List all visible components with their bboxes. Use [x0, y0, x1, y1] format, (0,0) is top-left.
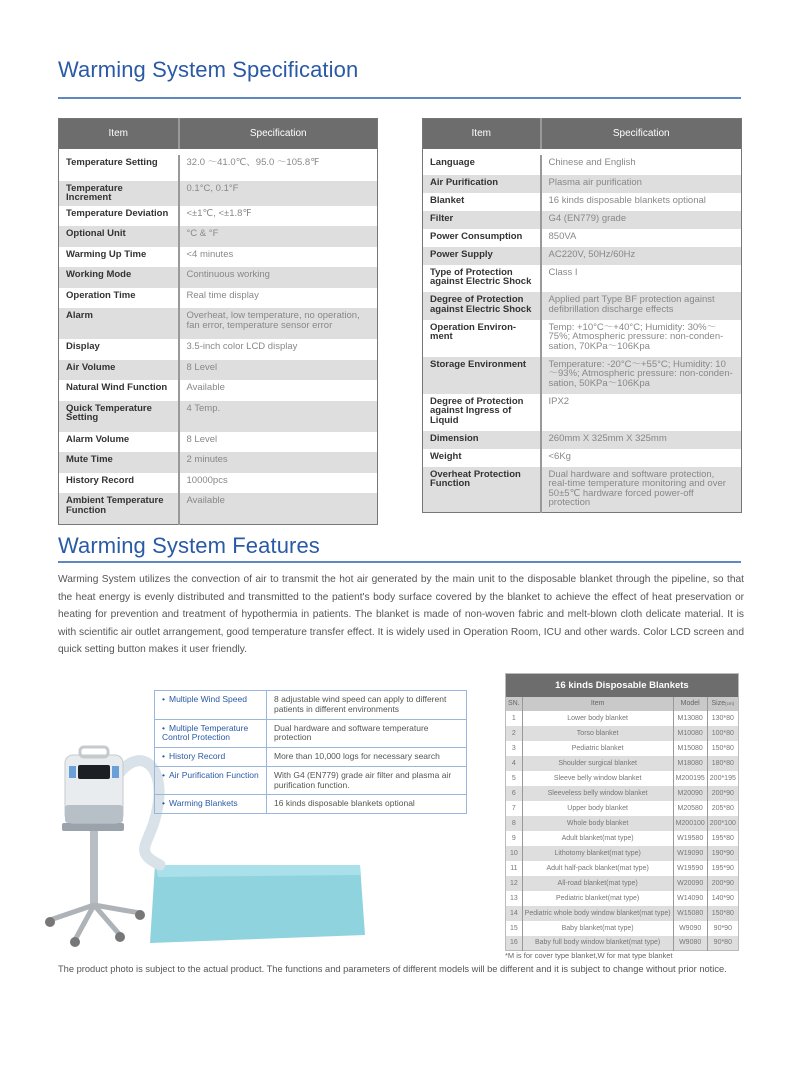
- spec-item-value: 32.0 ～41.0℃、95.0 ～105.8℉: [186, 156, 320, 168]
- blanket-model: W20090: [673, 876, 707, 891]
- spec-row: [59, 308, 378, 339]
- spec-item-label: Temperature Deviation: [59, 206, 179, 227]
- blanket-item: Pediatric blanket: [522, 741, 673, 756]
- blanket-row: [506, 831, 739, 846]
- blanket-model: M200195: [673, 771, 707, 786]
- blanket-row: [506, 921, 739, 936]
- blanket-row: [506, 861, 739, 876]
- blanket-size: 130*80: [711, 714, 734, 722]
- blanket-sn: 5: [506, 771, 523, 786]
- spec-item-value: <4 minutes: [186, 248, 234, 260]
- blanket-size: 205*80: [711, 804, 734, 812]
- spec-table-right: [422, 118, 742, 513]
- blanket-item: Sleeve belly window blanket: [522, 771, 673, 786]
- blanket-row: [506, 876, 739, 891]
- spec-item-label: Natural Wind Function: [59, 380, 179, 401]
- spec-item-value: 850VA: [548, 230, 577, 242]
- spec-item-value: 8 Level: [186, 433, 218, 445]
- spec-item-label: Mute Time: [59, 452, 179, 473]
- disposable-blankets-table: [505, 673, 739, 951]
- spec-row: [59, 206, 378, 227]
- column-header-model: Model: [673, 697, 707, 711]
- spec-item-value: G4 (EN779) grade: [541, 211, 742, 229]
- feature-row: [155, 795, 467, 814]
- blanket-sn: 9: [506, 831, 523, 846]
- spec-section-title: Warming System Specification: [58, 57, 359, 82]
- blanket-item: Shoulder surgical blanket: [522, 756, 673, 771]
- spec-item-value: 16 kinds disposable blankets optional: [548, 194, 706, 206]
- spec-item-label: Storage Environment: [423, 357, 541, 394]
- blanket-sn: 12: [506, 876, 523, 891]
- spec-item-value: Continuous working: [179, 267, 378, 288]
- spec-item-value: Plasma air purification: [541, 175, 742, 193]
- spec-row: [59, 247, 378, 268]
- blanket-size: 90*80: [707, 936, 738, 951]
- spec-item-value: 8 Level: [179, 360, 378, 381]
- stand-tray: [62, 823, 124, 831]
- blanket-model: W19580: [673, 831, 707, 846]
- unit-handle: [80, 747, 108, 757]
- spec-row: [423, 449, 742, 467]
- column-header-sn: SN.: [506, 697, 523, 711]
- spec-item-value: Overheat, low temperature, no operation, fan error, temperature sensor error: [179, 308, 378, 339]
- spec-item-value: Available: [186, 382, 225, 393]
- spec-section-divider: [58, 97, 741, 99]
- blanket-model: W19090: [673, 846, 707, 861]
- features-description: Warming System utilizes the convection of air to transmit the hot air generated by the main unit to the disposable blanket through the pipeline, so that the heat energy is evenly distributed and transmitted to the patient's body surface covered by the blanket to achieve the effect of heat preservation or heating for prevention and treatment of hypothermia in patients. The blanket is made of non-woven fabric and melt-blown cloth delicate material. It is with scientific air outlet arrangement, good temperature transfer effect. It is widely used in Operation Room, ICU and other wards. Color LCD screen and quick setting button makes it user friendly.: [58, 574, 744, 655]
- blanket-model: M20090: [673, 786, 707, 801]
- spec-row: [423, 211, 742, 229]
- blanket-item: Lithotomy blanket(mat type): [522, 846, 673, 861]
- blanket-sn: 6: [506, 786, 523, 801]
- header-specification: Specification: [541, 119, 742, 149]
- bullet-icon: •: [162, 751, 165, 762]
- lcd-screen: [78, 765, 110, 779]
- bullet-icon: •: [162, 694, 165, 704]
- blanket-model: W15080: [673, 906, 707, 921]
- bullet-icon: •: [162, 769, 165, 780]
- spec-item-value: Temperature: -20°C～+55°C; Humidity: 10～93%; Atmospheric pressure: non-conden-sation, 50KPa～106Kpa: [541, 357, 742, 394]
- spec-item-label: Ambient Temperature Function: [59, 493, 179, 524]
- blanket-size: 200*90: [707, 786, 738, 801]
- spec-item-label: Temperature Increment: [59, 181, 179, 206]
- blanket-model: W14090: [673, 891, 707, 906]
- features-section-divider: [58, 561, 741, 563]
- spec-item-value: <6Kg: [548, 450, 571, 462]
- blanket-model: W9080: [673, 936, 707, 951]
- blanket-item: Baby blanket(mat type): [522, 921, 673, 936]
- blanket-row: [506, 906, 739, 921]
- features-section-title: Warming System Features: [58, 533, 320, 558]
- blanket-size: 100*80: [707, 726, 738, 741]
- spec-item-value: 2 minutes: [179, 452, 378, 473]
- spec-item-value: Real time display: [186, 289, 259, 301]
- blanket-item: All-road blanket(mat type): [522, 876, 673, 891]
- spec-item-value: <±1℃, <±1.8℉: [186, 207, 252, 219]
- feature-description: Dual hardware and software temperature protection: [267, 719, 467, 748]
- blanket-row: [506, 891, 739, 906]
- blanket-type-footnote: *M is for cover type blanket,W for mat type blanket: [505, 951, 673, 960]
- feature-row: [155, 748, 467, 767]
- blanket-size: 200*195: [709, 774, 736, 782]
- spec-item-value: 4 Temp.: [179, 401, 378, 432]
- spec-row: [59, 432, 378, 453]
- blanket-item: Torso blanket: [522, 726, 673, 741]
- spec-item-label: Operation Environ-ment: [423, 320, 541, 357]
- blanket-item: Whole body blanket: [522, 816, 673, 831]
- feature-name: • Multiple Wind Speed: [155, 691, 267, 720]
- feature-description: 8 adjustable wind speed can apply to different patients in different environments: [267, 691, 467, 720]
- blanket-size: 180*80: [707, 756, 738, 771]
- blanket-sn: 3: [506, 741, 523, 756]
- spec-item-value: Temp: +10°C～+40°C; Humidity: 30%～75%; Atmospheric pressure: non-conden-sation, 70KPa～106Kpa: [548, 321, 724, 352]
- feature-name: • Warming Blankets: [155, 795, 267, 814]
- blanket-model: M18080: [673, 756, 707, 771]
- spec-item-label: Dimension: [423, 431, 541, 449]
- spec-row: [423, 467, 742, 513]
- spec-item-value: IPX2: [548, 395, 570, 407]
- spec-row: [423, 247, 742, 265]
- spec-item-label: Alarm Volume: [59, 432, 179, 453]
- blanket-size: 140*90: [711, 894, 734, 902]
- blanket-model: W19590: [673, 861, 707, 876]
- spec-row: [59, 155, 378, 181]
- blanket-sn: 14: [506, 906, 523, 921]
- spec-item-label: Power Supply: [423, 247, 541, 265]
- header-item: Item: [423, 119, 541, 149]
- blanket-sn: 1: [506, 711, 523, 726]
- blanket-size: 195*90: [711, 864, 734, 872]
- spec-item-label: Alarm: [59, 308, 179, 339]
- blanket-item: Pediatric whole body window blanket(mat type): [522, 906, 673, 921]
- blanket-size: 200*90: [707, 876, 738, 891]
- spec-row: [423, 431, 742, 449]
- blanket-row: [506, 711, 739, 726]
- spec-row: [423, 320, 742, 357]
- spec-item-label: Working Mode: [59, 267, 179, 288]
- blanket-row: [506, 726, 739, 741]
- feature-description: 16 kinds disposable blankets optional: [274, 798, 415, 809]
- product-disclaimer: The product photo is subject to the actual product. The functions and parameters of different models will be different and it is subject to change without prior notice.: [58, 964, 727, 974]
- spec-row: [423, 357, 742, 394]
- blanket-size: 195*80: [711, 834, 734, 842]
- blanket-model: M200100: [673, 816, 707, 831]
- blanket-model: M10080: [673, 726, 707, 741]
- spec-item-value: Chinese and English: [548, 156, 636, 168]
- blanket-size: 90*90: [713, 924, 732, 932]
- spec-item-label: Operation Time: [59, 288, 179, 309]
- blanket-size: 150*80: [711, 744, 734, 752]
- spec-item-value: °C & °F: [179, 226, 378, 247]
- spec-item-label: Degree of Protection against Ingress of Liquid: [423, 394, 541, 431]
- blanket-item: Lower body blanket: [522, 711, 673, 726]
- spec-row: [59, 339, 378, 360]
- bullet-icon: •: [162, 722, 165, 733]
- spec-row: [59, 181, 378, 206]
- spec-item-label: Weight: [423, 449, 541, 467]
- spec-item-value: 0.1°C, 0.1°F: [179, 181, 378, 206]
- stand-pole: [90, 830, 98, 905]
- blanket-row: [506, 771, 739, 786]
- spec-row: [423, 193, 742, 211]
- spec-item-label: History Record: [59, 473, 179, 494]
- spec-item-label: Blanket: [423, 193, 541, 211]
- blanket-sn: 8: [506, 816, 523, 831]
- feature-row: [155, 766, 467, 795]
- spec-row: [423, 229, 742, 247]
- spec-item-label: Air Volume: [59, 360, 179, 381]
- header-specification: Specification: [179, 119, 378, 149]
- blanket-row: [506, 801, 739, 816]
- blanket-size: 190*90: [707, 846, 738, 861]
- blanket-sn: 10: [506, 846, 523, 861]
- blanket-model: M20580: [673, 801, 707, 816]
- spec-item-value: 10000pcs: [186, 474, 228, 486]
- bullet-icon: •: [162, 798, 165, 809]
- spec-row: [59, 493, 378, 524]
- blanket-sn: 15: [506, 921, 523, 936]
- blanket-sn: 7: [506, 801, 523, 816]
- blanket-row: [506, 741, 739, 756]
- blanket-item: Pediatric blanket(mat type): [522, 891, 673, 906]
- spec-item-label: Language: [423, 155, 541, 175]
- blanket-sn: 2: [506, 726, 523, 741]
- blanket-item: Adult blanket(mat type): [522, 831, 673, 846]
- blanket-sn: 11: [506, 861, 523, 876]
- blanket-size: 150*80: [707, 906, 738, 921]
- blanket-model: M15080: [673, 741, 707, 756]
- spec-item-label: Power Consumption: [423, 229, 541, 247]
- features-table: [154, 690, 467, 814]
- blanket-row: [506, 846, 739, 861]
- feature-name: • Air Purification Function: [155, 766, 267, 795]
- spec-row: [59, 380, 378, 401]
- spec-item-label: Filter: [423, 211, 541, 229]
- spec-table-left: [58, 118, 378, 525]
- blanket-item: Adult half-pack blanket(mat type): [522, 861, 673, 876]
- spec-item-label: Optional Unit: [59, 226, 179, 247]
- spec-item-value: Applied part Type BF protection against defibrillation discharge effects: [541, 292, 742, 320]
- spec-row: [423, 175, 742, 193]
- spec-item-label: Type of Protection against Electric Shock: [423, 265, 541, 293]
- blanket-sn: 4: [506, 756, 523, 771]
- spec-row: [423, 394, 742, 431]
- feature-row: [155, 719, 467, 748]
- column-header-size: Size(cm): [707, 697, 738, 711]
- blanket-model: M13080: [673, 711, 707, 726]
- spec-item-label: Degree of Protection against Electric Shock: [423, 292, 541, 320]
- blanket-row: [506, 816, 739, 831]
- spec-row: [59, 401, 378, 432]
- spec-item-label: Overheat Protection Function: [423, 467, 541, 513]
- spec-row: [59, 226, 378, 247]
- blankets-table-title: 16 kinds Disposable Blankets: [506, 674, 739, 697]
- blanket-sn: 13: [506, 891, 523, 906]
- spec-item-label: Warming Up Time: [59, 247, 179, 268]
- spec-item-value: Dual hardware and software protection, real-time temperature monitoring and over 50±5℃ hardware forced power-off protection: [541, 467, 742, 513]
- blanket-row: [506, 756, 739, 771]
- blanket-row: [506, 936, 739, 951]
- spec-item-label: Display: [59, 339, 179, 360]
- spec-item-label: Air Purification: [423, 175, 541, 193]
- blanket-sn: 16: [506, 936, 523, 951]
- spec-item-value: Class I: [548, 266, 578, 278]
- feature-row: [155, 691, 467, 720]
- blanket-item: Sleeveless belly window blanket: [522, 786, 673, 801]
- blanket-size: 200*100: [707, 816, 738, 831]
- feature-description: With G4 (EN779) grade air filter and plasma air purification function.: [267, 766, 467, 795]
- spec-item-value: Available: [179, 493, 378, 524]
- spec-row: [423, 155, 742, 175]
- column-header-item: Item: [522, 697, 673, 711]
- blanket-row: [506, 786, 739, 801]
- spec-row: [59, 473, 378, 494]
- blankets-table-header-row: [506, 697, 739, 711]
- spec-item-value: 260mm X 325mm X 325mm: [541, 431, 742, 449]
- feature-description: More than 10,000 logs for necessary search: [267, 748, 467, 767]
- spec-row: [59, 288, 378, 309]
- spec-row: [59, 452, 378, 473]
- feature-name: • History Record: [155, 748, 267, 767]
- spec-item-value: AC220V, 50Hz/60Hz: [541, 247, 742, 265]
- feature-name: • Multiple Temperature Control Protection: [155, 719, 267, 748]
- spec-item-value: 3.5-inch color LCD display: [186, 341, 298, 352]
- spec-item-label: Temperature Setting: [59, 155, 179, 181]
- blanket-item: Baby full body window blanket(mat type): [522, 936, 673, 951]
- spec-row: [59, 360, 378, 381]
- spec-row: [59, 267, 378, 288]
- blanket-model: W9090: [673, 921, 707, 936]
- header-item: Item: [59, 119, 179, 149]
- spec-row: [423, 265, 742, 293]
- spec-item-label: Quick Temperature Setting: [59, 401, 179, 432]
- spec-row: [423, 292, 742, 320]
- blanket-item: Upper body blanket: [522, 801, 673, 816]
